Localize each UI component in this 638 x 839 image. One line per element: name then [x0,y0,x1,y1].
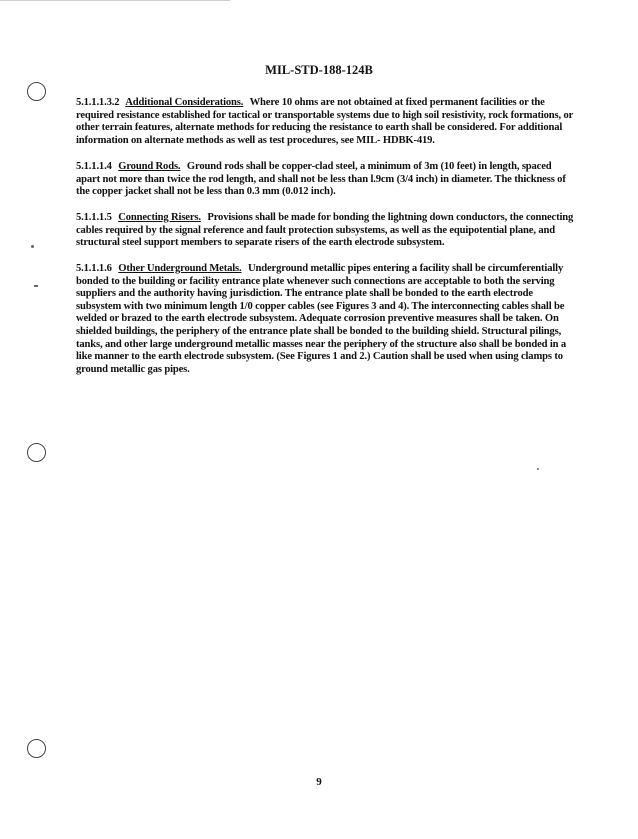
section-title: Other Underground Metals. [118,263,242,274]
section-title: Additional Considerations. [125,97,244,108]
section-5-1-1-1-5 [76,212,574,250]
punch-hole-middle [27,443,46,462]
page-number: 9 [316,776,322,788]
document-header: MIL-STD-188-124B [265,63,373,77]
section-5-1-1-1-4 [76,161,574,199]
section-5-1-1-1-3-2 [76,97,574,147]
scan-speck [31,245,34,248]
section-5-1-1-1-6 [76,263,574,376]
punch-hole-top [27,82,46,101]
scan-speck [34,285,38,287]
section-body: Ground rods shall be copper-clad steel, a minimum of 3m (10 feet) in length, spaced apart not more than twice the rod length, and shall not be less than l.9cm (3/4 inch) in diameter. The thickness of the copper jacket shall not be less than 0.3 mm (0.012 inch). [76,161,566,198]
section-body: Where 10 ohms are not obtained at fixed permanent facilities or the required resistance established for tactical or transportable systems due to high soil resistivity, rock formations, or other terrain features, alternate methods for reducing the resistance to earth shall be considered. For additional information on alternate methods as well as test procedures, see MIL- HDBK-419. [76,97,574,146]
section-title: Connecting Risers. [118,212,201,223]
section-number: 5.1.1.1.4 [76,161,112,172]
section-number: 5.1.1.1.5 [76,212,112,223]
section-body: Provisions shall be made for bonding the lightning down conductors, the connecting cables required by the signal reference and fault protection subsystems, as well as the equipotential plane, and structural steel support members to separate risers of the earth electrode subsystem. [76,212,574,249]
section-number: 5.1.1.1.3.2 [76,97,120,108]
scan-speck [537,468,539,470]
scan-edge-line [0,0,230,1]
section-title: Ground Rods. [118,161,181,172]
section-number: 5.1.1.1.6 [76,263,112,274]
punch-hole-bottom [27,739,46,758]
section-body: Underground metallic pipes entering a facility shall be circumferentially bonded to the building or facility entrance plate whenever such connections are acceptable to both the serving suppliers and the authority having jurisdiction. The entrance plate shall be bonded to the earth electrode subsystem with two minimum length 1/0 copper cables (see Figures 3 and 4). The interconnecting cables shall be welded or brazed to the earth electrode subsystem. Adequate corrosion preventive measures shall be taken. On shielded buildings, the periphery of the entrance plate shall be bonded to the building shield. Structural pilings, tanks, and other large underground metallic masses near the periphery of the structure also shall be bonded in a like manner to the earth electrode subsystem. (See Figures 1 and 2.) Caution shall be used when using clamps to ground metallic gas pipes. [76,263,567,375]
